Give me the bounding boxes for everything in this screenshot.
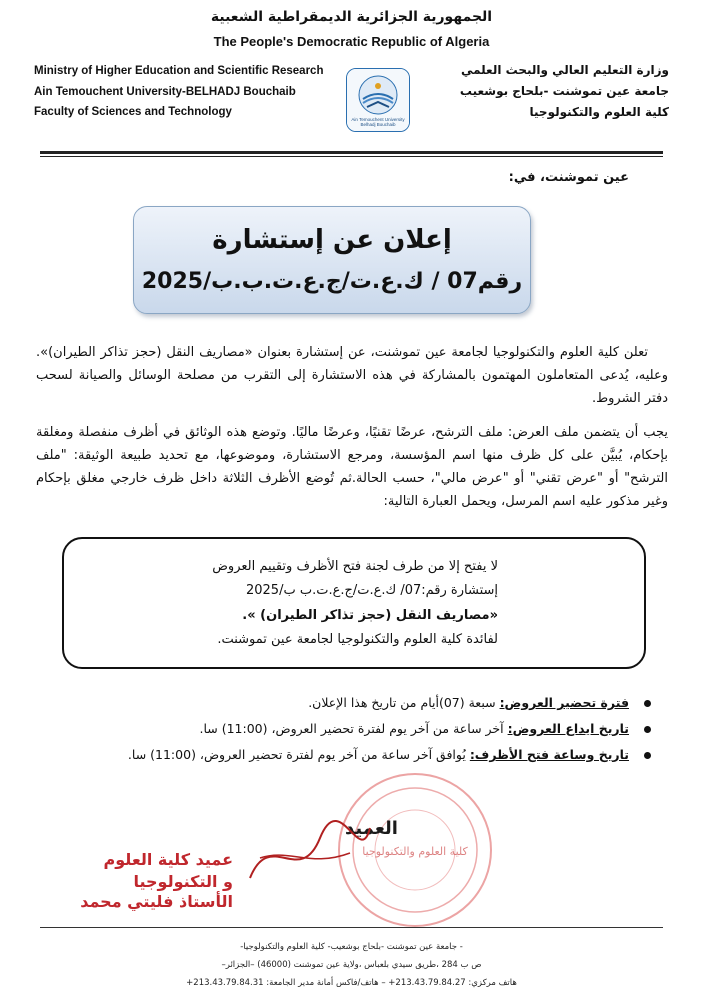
header-rule-thin — [40, 156, 663, 157]
bullet-label: تاريخ وساعة فتح الأظرف: — [469, 747, 629, 762]
footer-line-3: هاتف مركزي: 213.43.79.84.27+ – هاتف/فاكس أمانة مدير الجامعة: 213.43.79.84.31+ — [186, 978, 517, 988]
bullet-icon — [644, 700, 651, 707]
logo-caption: Ain Temouchent University Belhadj Bouchaib — [351, 117, 405, 127]
footer-line-2: ص ب 284 ،طريق سيدي بلعباس ،ولاية عين تموشنت (46000) –الجزائر– — [221, 960, 482, 970]
list-item — [51, 719, 651, 745]
list-item — [51, 693, 651, 719]
bullet-text: سبعة (07)أيام من تاريخ هذا الإعلان. — [308, 695, 500, 710]
university-ar: جامعة عين تموشنت -بلحاج بوشعيب — [459, 84, 669, 98]
republic-arabic: الجمهورية الجزائرية الديمقراطية الشعبية — [210, 9, 493, 25]
envelope-line-4: لفائدة كلية العلوم والتكنولوجيا لجامعة عين تموشنت. — [217, 632, 498, 647]
ministry-ar: وزارة التعليم العالي والبحث العلمي — [460, 63, 669, 77]
faculty-ar: كلية العلوم والتكنولوجيا — [529, 105, 669, 119]
bullet-text: آخر ساعة من آخر يوم لفترة تحضير العروض، (11:00) سا. — [199, 721, 508, 736]
footer-line-1: - جامعة عين تموشنت -بلحاج بوشعيب- كلية العلوم والتكنولوجيا- — [240, 942, 463, 952]
signature-line-3: الأستاذ فليتي محمد — [80, 892, 233, 911]
handwritten-signature — [240, 808, 380, 898]
bullet-label: فترة تحضير العروض: — [499, 695, 629, 710]
envelope-line-1: لا يفتح إلا من طرف لجنة فتح الأظرف وتقييم العروض — [212, 559, 498, 574]
dean-title: العميد — [345, 818, 398, 839]
bullet-icon — [644, 752, 651, 759]
footer-rule — [40, 927, 663, 928]
consultation-number: رقم07 / ك.ع.ت/ج.ع.ت.ب.ب/2025 — [141, 269, 523, 294]
title-box — [133, 206, 531, 314]
bullet-text: يُوافق آخر ساعة من آخر يوم لفترة تحضير العروض، (11:00) سا. — [127, 747, 470, 762]
bullet-icon — [644, 726, 651, 733]
bullet-label: تاريخ ايداع العروض: — [507, 721, 629, 736]
envelope-line-3: «مصاريف النقل (حجز تذاكر الطيران) ». — [242, 608, 498, 623]
place-date: عين تموشنت، في: — [508, 170, 629, 185]
paragraph-requirements: يجب أن يتضمن ملف العرض: ملف الترشح، عرضًا تقنيًا، وعرضًا ماليًا. وتوضع هذه الوثائق في أظرف منفصلة ومغلقة بإحكام، يُبيَّن على كل ظرف منها اسم المؤسسة، ومرجع الاستشارة، وموضوعها، مع تحديد طبيعة الوثيقة: "ملف الترشح" أو "عرض تقني" أو "عرض مالي"، حسب الحالة.ثم تُوضع الأظرف الثلاثة داخل ظرف خارجي مغلق بإحكام وغير مذكور عليه اسم المرسل، ويحمل العبارة التالية: — [36, 425, 668, 509]
ministry-en: Ministry of Higher Education and Scientific Research — [34, 65, 324, 77]
faculty-en: Faculty of Sciences and Technology — [34, 106, 232, 118]
university-en: Ain Temouchent University-BELHADJ Bouchaib — [34, 86, 296, 98]
announcement-title: إعلان عن إستشارة — [212, 225, 452, 255]
signature-line-1: عميد كلية العلوم — [103, 850, 233, 869]
republic-english: The People's Democratic Republic of Algeria — [213, 34, 490, 49]
envelope-line-2: إستشارة رقم:07/ ك.ع.ت/ج.ع.ت.ب ب/2025 — [245, 583, 498, 598]
deadline-list — [51, 693, 651, 771]
signature-line-2: و التكنولوجيا — [133, 872, 233, 891]
header-rule-thick — [40, 151, 663, 154]
envelope-frame — [62, 537, 646, 669]
seal-text: كلية العلوم والتكنولوجيا — [362, 845, 468, 858]
paragraph-intro: تعلن كلية العلوم والتكنولوجيا لجامعة عين تموشنت، عن إستشارة بعنوان «مصاريف النقل (حجز تذاكر الطيران)». وعليه، يُدعى المتعاملون المهتمون بالمشاركة في هذه الاستشارة إلى التقرب من مصلحة الوسائل والصيانة لسحب دفتر الشروط. — [36, 345, 668, 406]
list-item — [51, 745, 651, 771]
university-logo — [346, 68, 410, 132]
